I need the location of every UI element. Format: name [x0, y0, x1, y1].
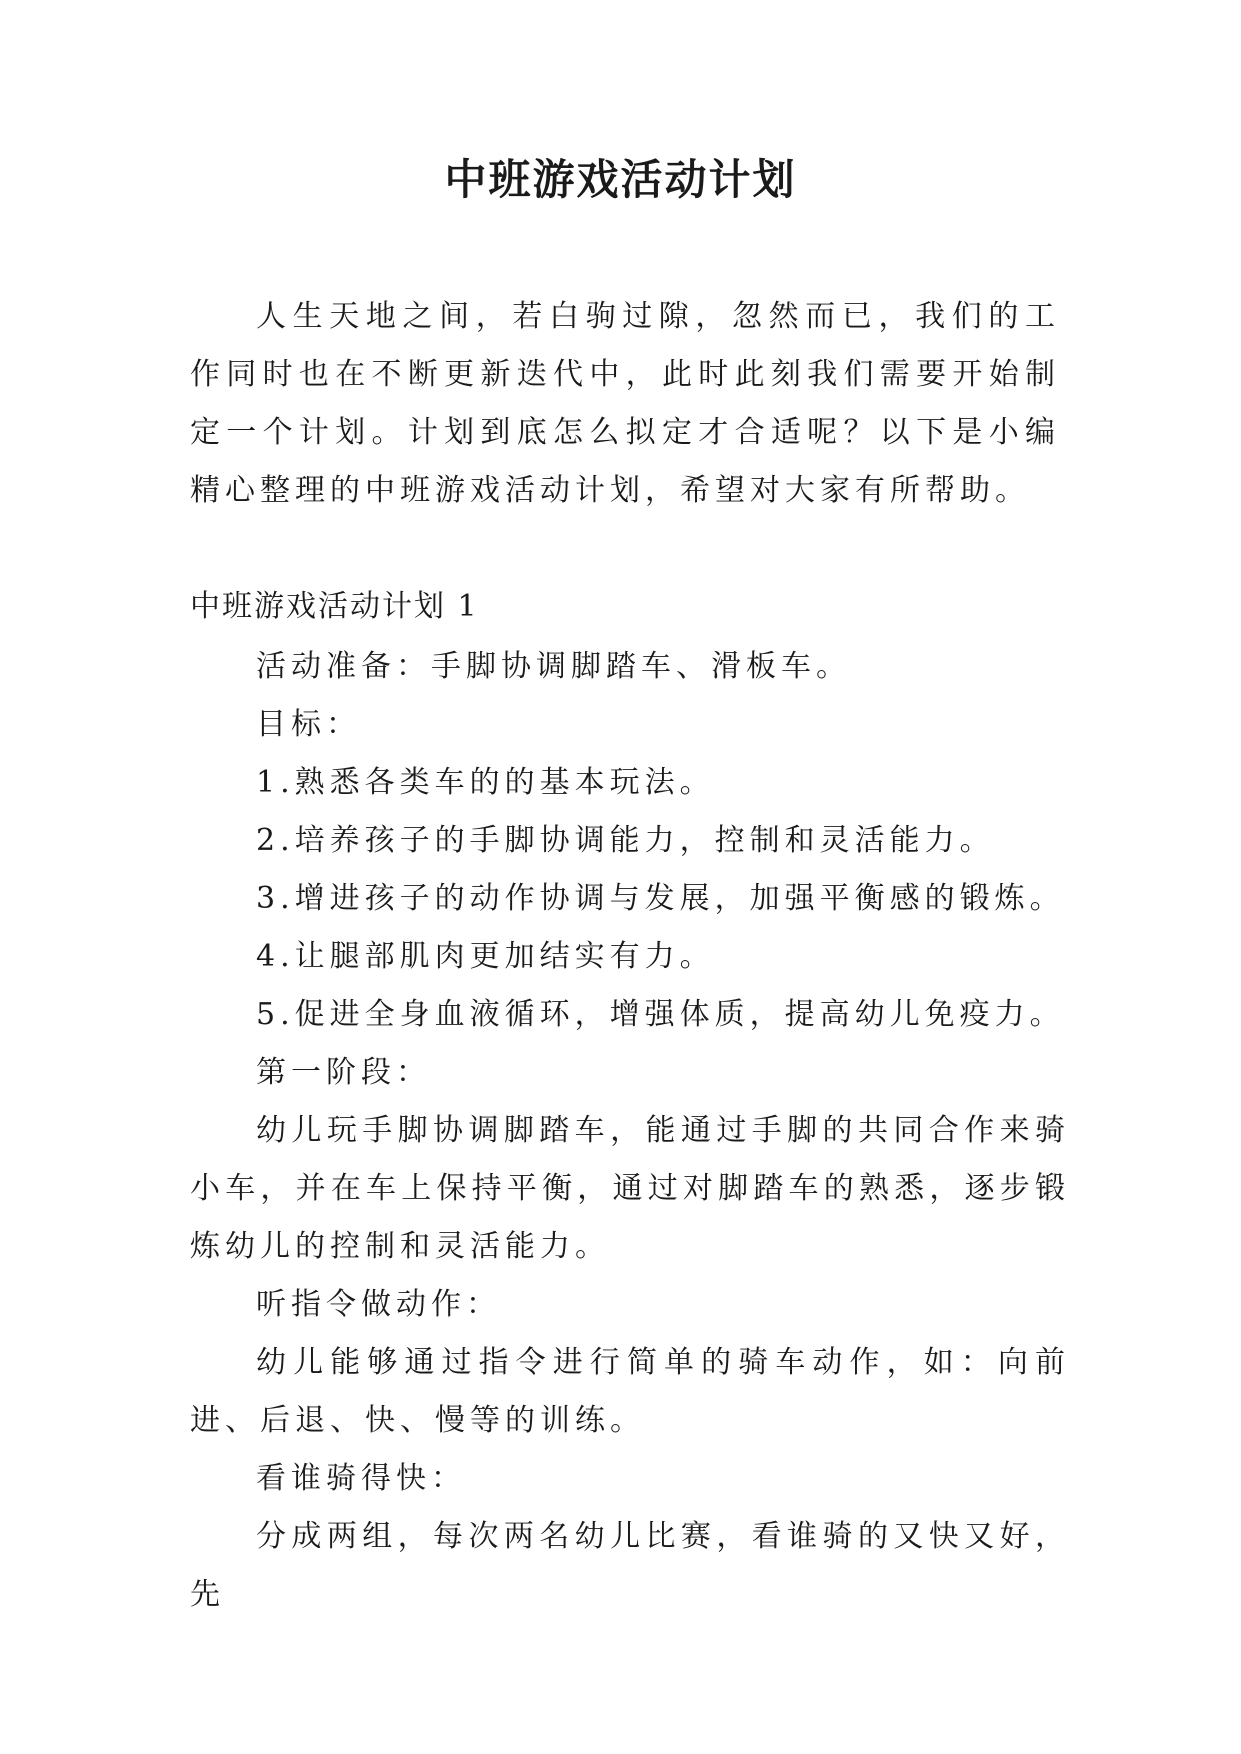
- instruction-paragraph: 幼儿能够通过指令进行简单的骑车动作，如：向前进、后退、快、慢等的训练。: [190, 1345, 1070, 1438]
- race-label: 看谁骑得快：: [256, 1461, 466, 1496]
- intro-paragraph: 人生天地之间，若白驹过隙，忽然而已，我们的工作同时也在不断更新迭代中，此时此刻我们需要开始制定一个计划。计划到底怎么拟定才合适呢？以下是小编精心整理的中班游戏活动计划，希望对大家有所帮助。: [190, 299, 1060, 508]
- goal-item-5: 5.促进全身血液循环，增强体质，提高幼儿免疫力。: [256, 997, 1065, 1032]
- goal-item-1: 1.熟悉各类车的的基本玩法。: [256, 765, 715, 800]
- document-title: 中班游戏活动计划: [444, 155, 797, 204]
- goal-item-4: 4.让腿部肌肉更加结实有力。: [256, 939, 715, 974]
- stage-one-paragraph: 幼儿玩手脚协调脚踏车，能通过手脚的共同合作来骑小车，并在车上保持平衡，通过对脚踏车的熟悉，逐步锻炼幼儿的控制和灵活能力。: [190, 1113, 1070, 1264]
- stage-one-label: 第一阶段：: [256, 1055, 431, 1090]
- paragraph-goals-label: 目标：: [256, 707, 361, 742]
- paragraph-preparation: 活动准备：手脚协调脚踏车、滑板车。: [256, 649, 851, 684]
- instruction-label: 听指令做动作：: [256, 1287, 501, 1322]
- race-paragraph: 分成两组，每次两名幼儿比赛，看谁骑的又快又好，先: [190, 1519, 1070, 1612]
- section-heading: 中班游戏活动计划 1: [190, 589, 479, 624]
- section-body: [190, 638, 1070, 1624]
- goal-item-3: 3.增进孩子的动作协调与发展，加强平衡感的锻炼。: [256, 881, 1065, 916]
- goal-item-2: 2.培养孩子的手脚协调能力，控制和灵活能力。: [256, 823, 995, 858]
